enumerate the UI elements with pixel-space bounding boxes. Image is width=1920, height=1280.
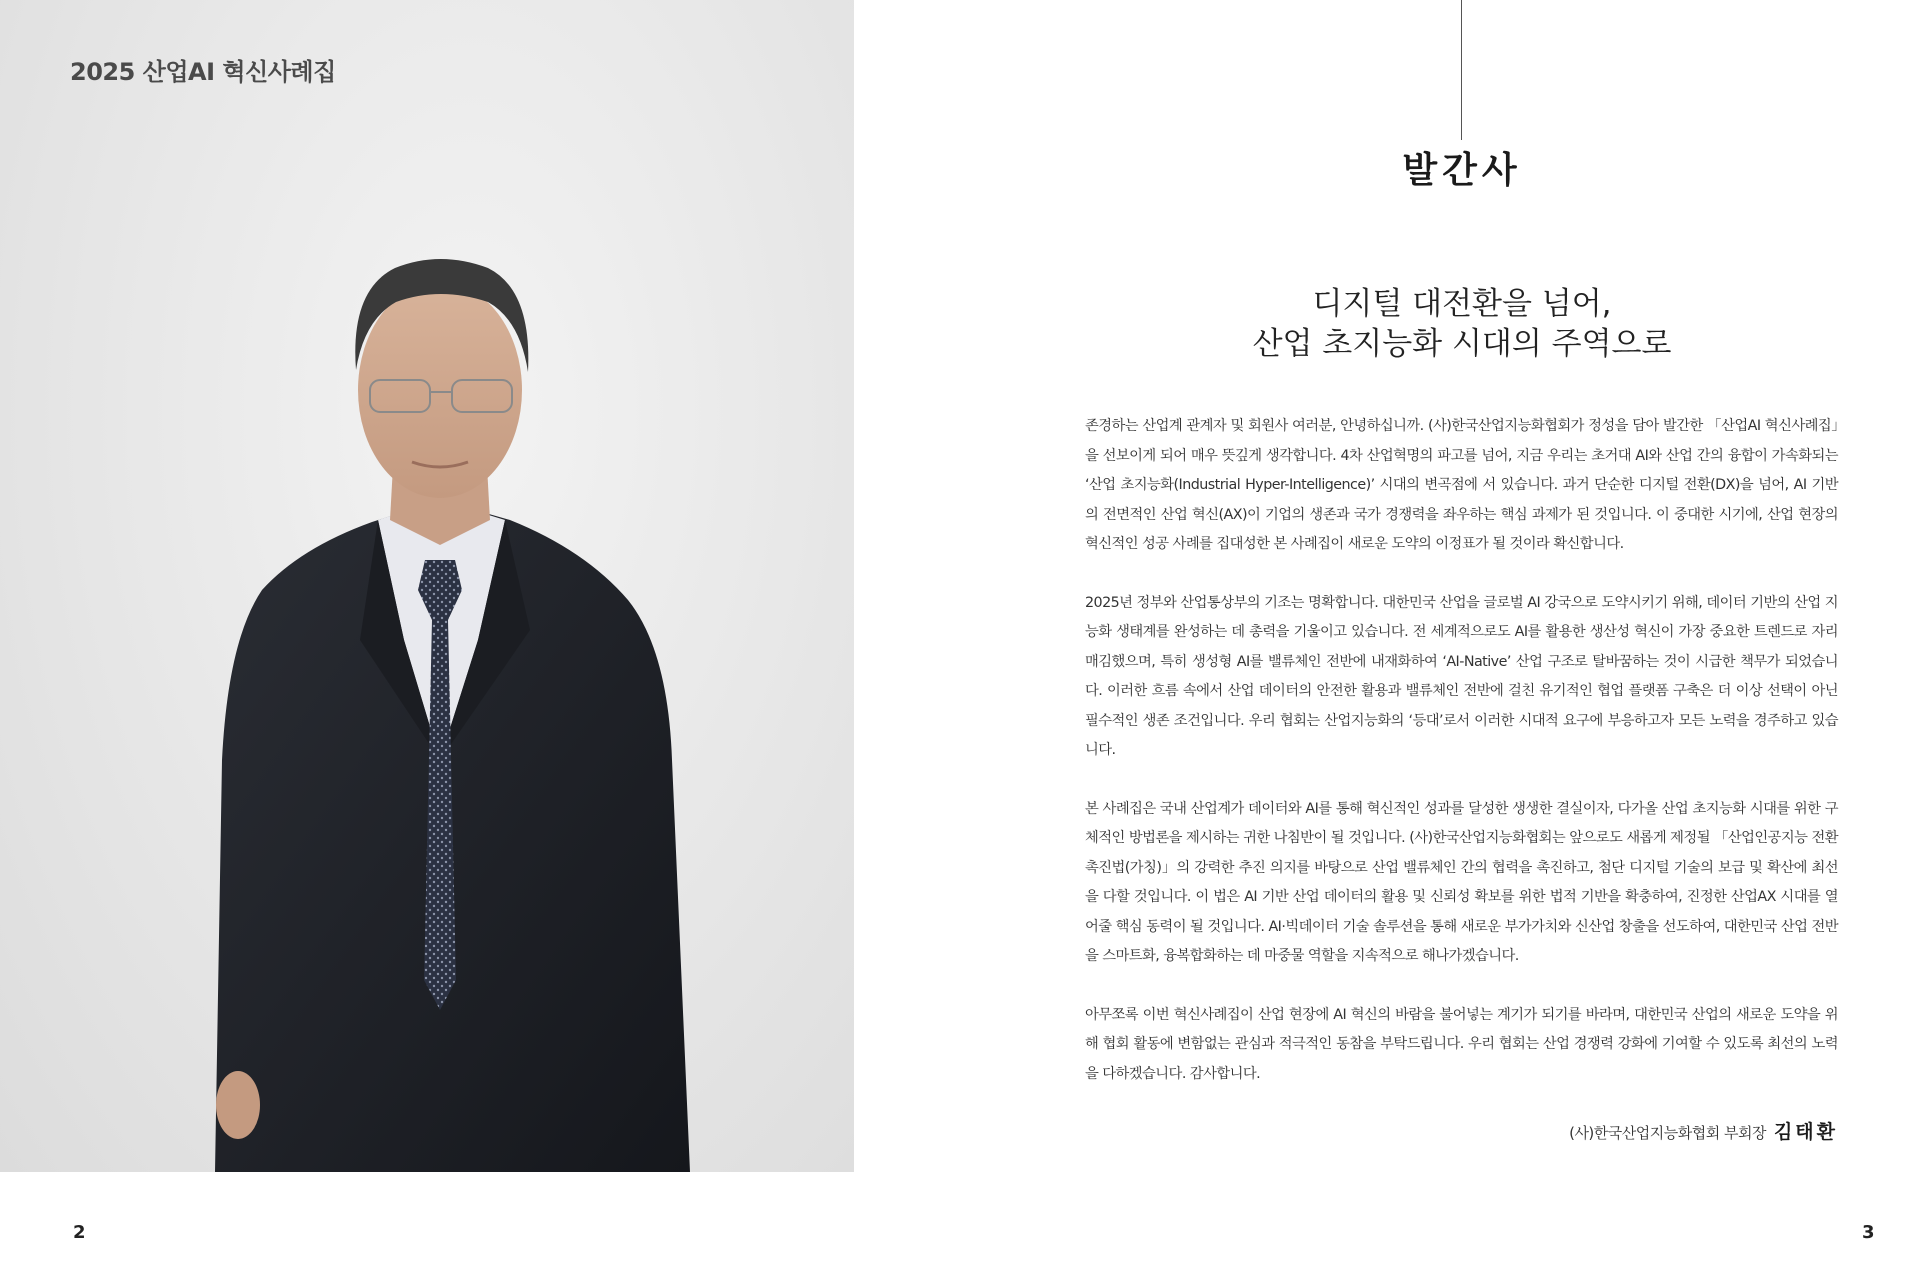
book-title: 2025 산업AI 혁신사례집 [70,58,336,86]
body-paragraph: 존경하는 산업계 관계자 및 회원사 여러분, 안녕하십니까. (사)한국산업지능화협회가 정성을 담아 발간한 「산업AI 혁신사례집」을 선보이게 되어 매우 뜻깊게 생각합니다. 4차 산업혁명의 파고를 넘어, 지금 우리는 초거대 AI와 산업 간의 융합이 가속화되는 ‘산업 초지능화(Industrial Hyper-Intelligence)’ 시대의 변곡점에 서 있습니다. 과거 단순한 디지털 전환(DX)을 넘어, AI 기반의 전면적인 산업 혁신(AX)이 기업의 생존과 국가 경쟁력을 좌우하는 핵심 과제가 된 것입니다. 이 중대한 시기에, 산업 현장의 혁신적인 성공 사례를 집대성한 본 사례집이 새로운 도약의 이정표가 될 것이라 확신합니다. [1085,418,1838,552]
subheading [1000,284,1920,364]
person-portrait-illustration [0,0,854,1172]
page-number-left: 2 [73,1222,86,1243]
vertical-divider-line [1461,0,1462,140]
subheading-line-2: 산업 초지능화 시대의 주역으로 [1252,326,1672,362]
signature-title: (사)한국산업지능화협회 부회장 [1569,1124,1766,1142]
signature-name: 김태환 [1773,1121,1838,1143]
portrait-photo [0,0,854,1172]
body-paragraph: 2025년 정부와 산업통상부의 기조는 명확합니다. 대한민국 산업을 글로벌 AI 강국으로 도약시키기 위해, 데이터 기반의 산업 지능화 생태계를 완성하는 데 총력을 기울이고 있습니다. 전 세계적으로도 AI를 활용한 생산성 혁신이 가장 중요한 트렌드로 자리매김했으며, 특히 생성형 AI를 밸류체인 전반에 내재화하여 ‘AI-Native’ 산업 구조로 탈바꿈하는 것이 시급한 책무가 되었습니다. 이러한 흐름 속에서 산업 데이터의 안전한 활용과 밸류체인 전반에 걸친 유기적인 협업 플랫폼 구축은 더 이상 선택이 아닌 필수적인 생존 조건입니다. 우리 협회는 산업지능화의 ‘등대’로서 이러한 시대적 요구에 부응하고자 모든 노력을 경주하고 있습니다. [1085,594,1838,758]
page-number-right: 3 [1862,1222,1875,1243]
section-heading: 발간사 [1402,150,1522,191]
body-paragraph: 본 사례집은 국내 산업계가 데이터와 AI를 통해 혁신적인 성과를 달성한 생생한 결실이자, 다가올 산업 초지능화 시대를 위한 구체적인 방법론을 제시하는 귀한 나침반이 될 것입니다. (사)한국산업지능화협회는 앞으로도 새롭게 제정될 「산업인공지능 전환 촉진법(가칭)」의 강력한 추진 의지를 바탕으로 산업 밸류체인 간의 협력을 촉진하고, 첨단 디지털 기술의 보급 및 확산에 최선을 다할 것입니다. 이 법은 AI 기반 산업 데이터의 활용 및 신뢰성 확보를 위한 법적 기반을 확충하여, 진정한 산업AX 시대를 열어줄 핵심 동력이 될 것입니다. AI·빅데이터 기술 솔루션을 통해 새로운 부가가치와 신산업 창출을 선도하여, 대한민국 산업 전반을 스마트화, 융복합화하는 데 마중물 역할을 지속적으로 해나가겠습니다. [1085,800,1838,964]
body-text [1085,412,1838,1118]
subheading-line-1: 디지털 대전환을 넘어, [1312,286,1612,322]
body-paragraph: 아무쪼록 이번 혁신사례집이 산업 현장에 AI 혁신의 바람을 불어넣는 계기가 되기를 바라며, 대한민국 산업의 새로운 도약을 위해 협회 활동에 변함없는 관심과 적극적인 동참을 부탁드립니다. 우리 협회는 산업 경쟁력 강화에 기여할 수 있도록 최선의 노력을 다하겠습니다. 감사합니다. [1085,1006,1838,1082]
signature [1569,1117,1838,1144]
